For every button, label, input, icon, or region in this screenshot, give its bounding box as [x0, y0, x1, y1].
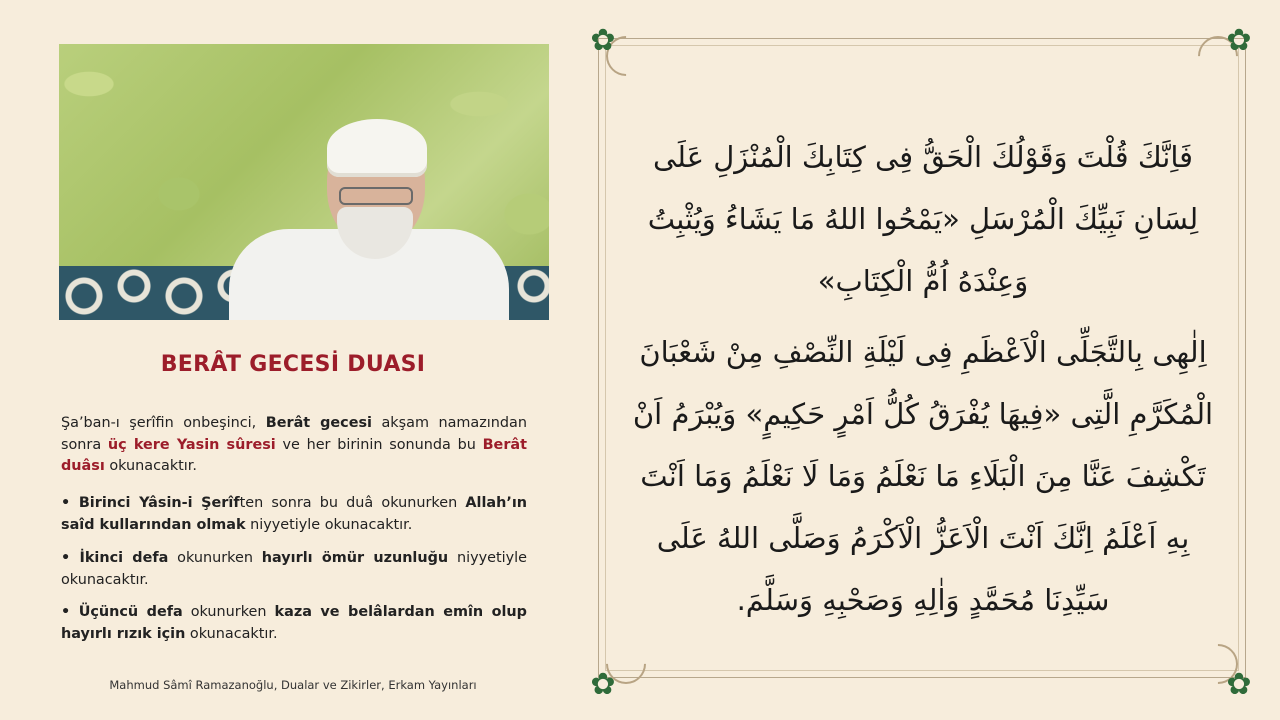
arabic-line: سَيِّدِنَا مُحَمَّدٍ وَاٰلِهِ وَصَحْبِهِ وَسَلَّمَ.: [736, 583, 1110, 617]
speaker-figure: [219, 89, 519, 320]
bullet-bold: Üçüncü defa: [78, 604, 183, 620]
bullet-bold: İkinci defa: [79, 550, 169, 566]
intro-text-3: ve her birinin sonunda bu: [275, 436, 483, 453]
floral-corner-icon: ✿: [590, 23, 616, 58]
intro-highlight-2: Berât duâsı: [61, 436, 528, 474]
bullet-bold: kaza ve belâlardan emîn olup hayırlı rızık için: [61, 604, 527, 642]
bullet-marker: •: [61, 495, 79, 511]
arabic-paragraph-2: [628, 321, 1218, 631]
intro-text-2: akşam namazından sonra: [61, 415, 527, 453]
arabic-paragraph-1: [628, 126, 1218, 312]
speaker-cap: [327, 119, 427, 177]
arabic-line: بِهِ اَعْلَمُ اِنَّكَ اَنْتَ الْاَعَزُّ الْاَكْرَمُ وَصَلَّى اللهُ عَلَى: [656, 521, 1190, 555]
floral-corner-icon: ✿: [590, 667, 616, 702]
bullet-bold: Birinci Yâsin-i Şerîf: [78, 495, 240, 511]
bullet-bold: Allah’ın saîd kullarından olmak: [61, 495, 527, 533]
arabic-line: فَاِنَّكَ قُلْتَ وَقَوْلُكَ الْحَقُّ فِى كِتَابِكَ الْمُنْزَلِ عَلَى: [652, 140, 1194, 174]
bullet-text: okunurken: [168, 550, 262, 566]
source-citation: Mahmud Sâmî Ramazanoğlu, Dualar ve Zikirler, Erkam Yayınları: [109, 678, 477, 692]
arabic-line: وَعِنْدَهُ اُمُّ الْكِتَابِ»: [817, 264, 1029, 298]
arabic-line: لِسَانِ نَبِيِّكَ الْمُرْسَلِ «يَمْحُوا اللهُ مَا يَشَاءُ وَيُثْبِتُ: [647, 202, 1199, 236]
bullet-text: niyyetiyle okunacaktır.: [245, 516, 413, 533]
page-title: BERÂT GECESİ DUASI: [160, 352, 426, 377]
floral-corner-icon: ✿: [1226, 23, 1252, 58]
bullet-bold: hayırlı ömür uzunluğu: [261, 550, 449, 566]
bullet-item: [61, 493, 527, 536]
intro-bold-1: Berât gecesi: [265, 415, 372, 431]
bullet-item: [61, 548, 527, 591]
bullet-text: niyyetiyle okunacaktır.: [61, 550, 527, 588]
bullet-text: ten sonra bu duâ okunurken: [239, 495, 466, 511]
arabic-line: الْمُكَرَّمِ الَّتِى «فِيهَا يُفْرَقُ كُلُّ اَمْرٍ حَكِيمٍ» وَيُبْرَمُ اَنْ: [632, 397, 1214, 431]
floral-corner-icon: ✿: [1226, 667, 1252, 702]
bullet-marker: •: [61, 604, 79, 620]
bullet-text: okunurken: [182, 604, 275, 620]
bullet-text: okunacaktır.: [185, 625, 278, 642]
video-frame: [59, 44, 549, 320]
intro-text-4: okunacaktır.: [104, 458, 197, 474]
arabic-line: اِلٰهِى بِالتَّجَلِّى الْاَعْظَمِ فِى لَيْلَةِ النِّصْفِ مِنْ شَعْبَانَ: [639, 335, 1207, 369]
arabic-line: تَكْشِفَ عَنَّا مِنَ الْبَلَاءِ مَا نَعْلَمُ وَمَا لَا نَعْلَمُ وَمَا اَنْتَ: [640, 459, 1206, 493]
intro-highlight-1: üç kere Yasin sûresi: [107, 436, 276, 453]
intro-paragraph: [61, 413, 527, 478]
bullet-marker: •: [61, 550, 80, 566]
speaker-glasses: [339, 187, 413, 205]
intro-text-1: Şa’ban-ı şerîfin onbeşinci,: [61, 415, 266, 431]
bullet-item: [61, 602, 527, 645]
